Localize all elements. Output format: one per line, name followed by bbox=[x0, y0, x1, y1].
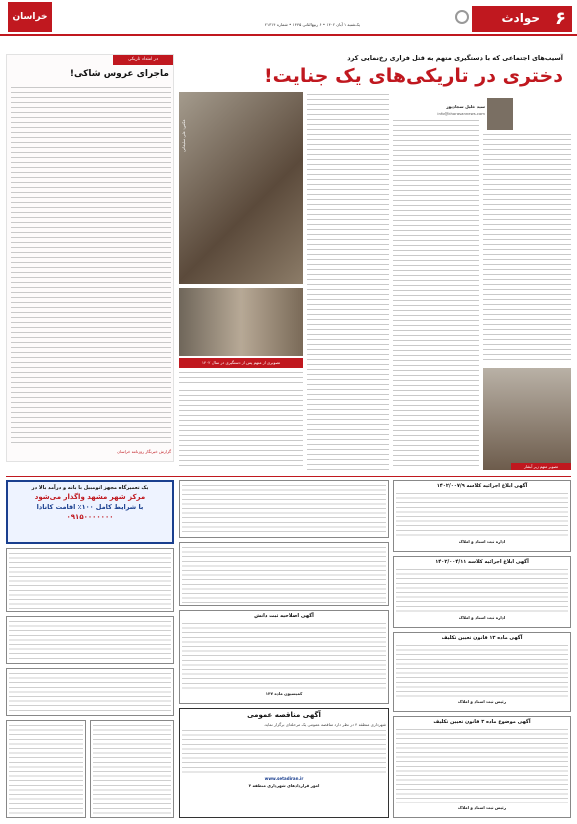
left-ad-4 bbox=[6, 720, 86, 818]
main-photo-top bbox=[179, 92, 303, 284]
camera-icon bbox=[455, 10, 469, 24]
page-header bbox=[0, 0, 577, 36]
author-photo bbox=[487, 98, 513, 130]
left-ad-3 bbox=[6, 668, 174, 716]
story-text-col4 bbox=[179, 388, 303, 470]
masthead-logo: خراسان bbox=[8, 2, 52, 32]
column-box bbox=[6, 54, 174, 462]
side-photo bbox=[483, 368, 571, 470]
column-title: ماجرای عروس شاکی! bbox=[69, 69, 169, 79]
column-body bbox=[11, 85, 171, 445]
middle-ad-2 bbox=[179, 542, 389, 606]
main-photo-bottom bbox=[179, 288, 303, 356]
legal-ad-2: آگهی ابلاغ اجرائیه کلاسه ۱۴۰۲/۰۰۴/۱۱ اداره ثبت اسناد و املاک bbox=[393, 556, 571, 628]
left-ad-2 bbox=[6, 616, 174, 664]
side-photo-caption: تصویر متهم زیر آبشار bbox=[511, 463, 571, 470]
story-text-col3 bbox=[307, 92, 389, 470]
middle-ad-1 bbox=[179, 480, 389, 538]
left-ad-1 bbox=[6, 548, 174, 612]
story-kicker: آسیب‌های اجتماعی که با دستگیری متهم به قتل فراری رخ‌نمایی کرد bbox=[347, 54, 563, 62]
banner-phone: ۰۹۱۵۰۰۰۰۰۰۰ bbox=[66, 513, 114, 521]
column-label: در امتداد تاریکی bbox=[113, 55, 173, 65]
tender-ad: آگهی مناقصه عمومی شهرداری منطقه ۴ در نظر دارد مناقصه عمومی یک مرحله‌ای برگزار نماید. www.setadiran.ir امور قراردادهای شهرداری منطقه ۴ bbox=[179, 708, 389, 818]
banner-line1: یک تعمیرگاه مجهز اتومبیل با بانه و درآمد بالا در bbox=[31, 485, 149, 491]
column-footer: گزارش خبرنگار روزنامه خراسان bbox=[117, 449, 171, 454]
left-ad-5 bbox=[90, 720, 174, 818]
main-photo-caption: تصویری از متهم پس از دستگیری در سال ۱۴۰۲ bbox=[179, 358, 303, 368]
page-number: ۶ bbox=[555, 8, 566, 29]
banner-ad bbox=[6, 480, 174, 544]
legal-ad-1: آگهی ابلاغ اجرائیه کلاسه ۱۴۰۲/۰۰۷/۹ اداره ثبت اسناد و املاک bbox=[393, 480, 571, 552]
photo-credit: عکس: علی سلیمانی bbox=[181, 119, 186, 152]
story-text-col1 bbox=[483, 132, 571, 362]
banner-line2: مرکز شهر مشهد واگذار می‌شود bbox=[34, 493, 146, 501]
story-text-under-photo bbox=[179, 370, 303, 386]
middle-ad-3: آگهی اصلاحیه ثبت دانش کمیسیون ماده ۱۴۷ bbox=[179, 610, 389, 704]
section-badge bbox=[472, 6, 572, 32]
story-text-col2 bbox=[393, 118, 479, 470]
author-name: سید خلیل سجادپور bbox=[446, 104, 485, 109]
author-email: info@khorasannews.com bbox=[437, 111, 485, 116]
divider bbox=[6, 476, 571, 477]
story-headline: دختری در تاریکی‌های یک جنایت! bbox=[264, 65, 563, 87]
banner-line3: با شرایط کامل ۱۰۰٪ اقامت کانادا bbox=[36, 503, 144, 511]
legal-ad-4: آگهی موضوع ماده ۳ قانون تعیین تکلیف رئیس ثبت اسناد و املاک bbox=[393, 716, 571, 818]
legal-ad-3: آگهی ماده ۱۳ قانون تعیین تکلیف رئیس ثبت اسناد و املاک bbox=[393, 632, 571, 712]
dateline: یک‌شنبه ۱ آبان ۱۴۰۲ • ۶ ربیع‌الثانی ۱۴۴۵ • شماره ۲۱۳۱۴ bbox=[264, 22, 360, 27]
section-title: حوادث bbox=[501, 11, 540, 25]
